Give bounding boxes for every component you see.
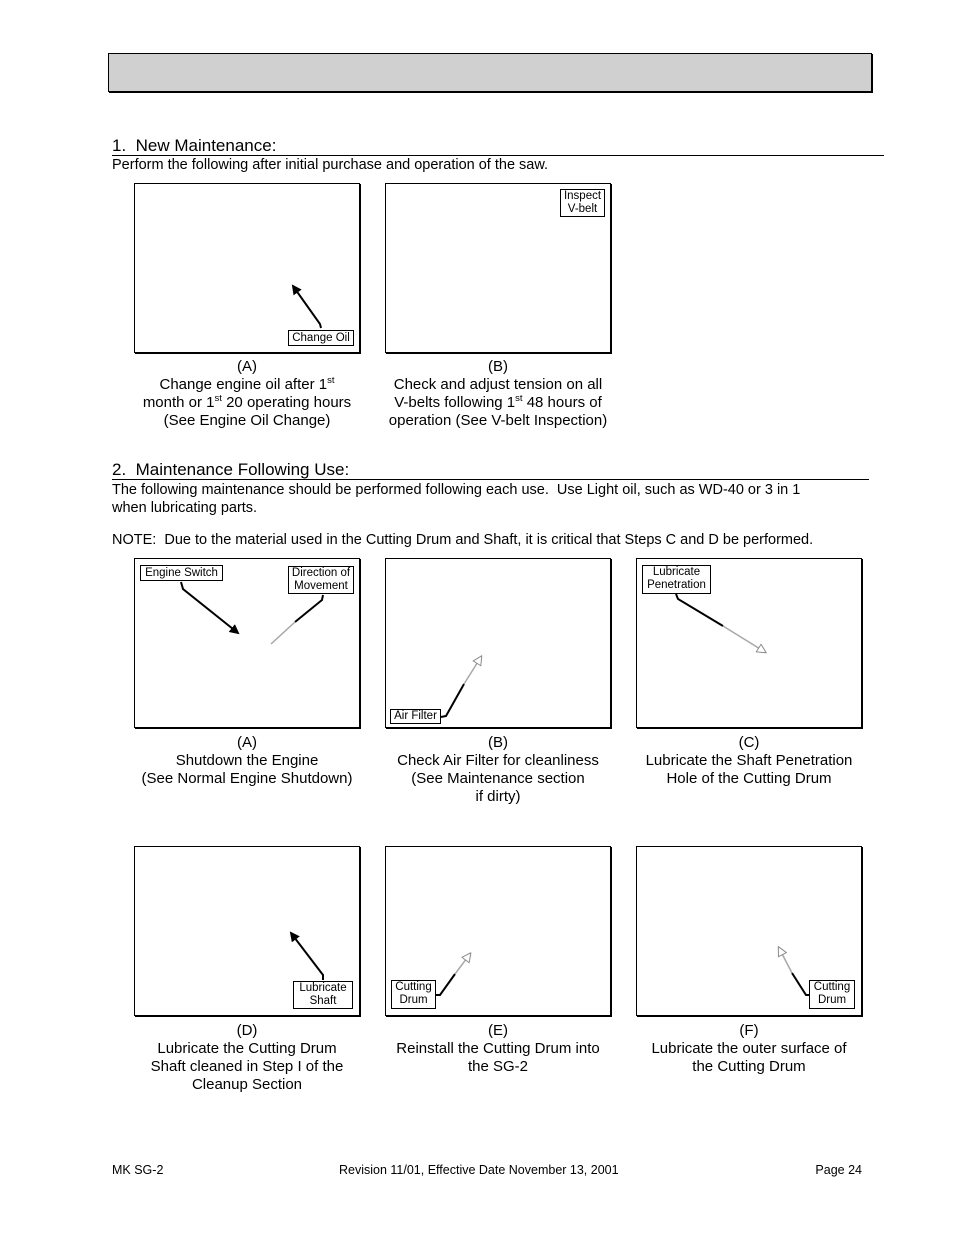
caption-line: Hole of the Cutting Drum — [666, 770, 832, 787]
caption-line — [385, 376, 611, 394]
caption-use-b — [385, 734, 611, 806]
caption-line — [134, 376, 360, 394]
ordinal-suffix: st — [515, 393, 523, 404]
caption-new-a — [134, 358, 360, 430]
callout-line: Shaft — [309, 995, 337, 1007]
callout-line: Lubricate — [299, 982, 347, 994]
photo-frame-use-b — [385, 558, 611, 728]
footer-doc-id: MK SG-2 — [112, 1163, 164, 1177]
caption-line: the SG-2 — [467, 1058, 529, 1075]
caption-line: Lubricate the Cutting Drum — [157, 1040, 337, 1057]
footer-page-number: Page 24 — [815, 1163, 862, 1177]
caption-use-f — [636, 1022, 862, 1076]
ordinal-suffix: st — [214, 393, 222, 404]
step-letter: (A) — [237, 734, 257, 751]
callout-change-oil — [288, 330, 354, 346]
caption-line: Shutdown the Engine — [175, 752, 319, 769]
callout-line: Penetration — [647, 579, 706, 591]
caption-line: Shaft cleaned in Step I of the — [150, 1058, 344, 1075]
callout-line: Lubricate — [652, 566, 701, 578]
section-intro-line: when lubricating parts. — [112, 500, 258, 516]
callout-direction-of-movement — [288, 566, 354, 594]
section-heading-maintenance-following-use: 2. Maintenance Following Use: — [112, 461, 869, 480]
caption-line — [385, 412, 611, 430]
caption-use-d — [134, 1022, 360, 1094]
caption-text: V-belts following 1 — [394, 394, 516, 411]
caption-line — [134, 394, 360, 412]
callout-engine-switch — [140, 565, 223, 581]
step-letter: (A) — [237, 358, 257, 375]
caption-use-a — [134, 734, 360, 788]
caption-text: Check and adjust tension on all — [393, 376, 603, 393]
caption-line: Lubricate the Shaft Penetration — [645, 752, 853, 769]
caption-line: (See Normal Engine Shutdown) — [141, 770, 353, 787]
caption-line: Check Air Filter for cleanliness — [397, 752, 599, 769]
caption-line: Cleanup Section — [191, 1076, 303, 1093]
callout-line: V-belt — [567, 203, 598, 215]
section-intro-new-maintenance: Perform the following after initial purchase and operation of the saw. — [112, 157, 549, 173]
callout-lubricate-shaft — [293, 981, 353, 1009]
caption-line: the Cutting Drum — [692, 1058, 806, 1075]
section-intro-line: The following maintenance should be performed following each use. Use Light oil, such as WD-40 or 3 in 1 — [112, 482, 801, 498]
step-letter: (C) — [738, 734, 760, 751]
callout-cutting-drum-e — [391, 980, 436, 1009]
step-letter: (D) — [236, 1022, 258, 1039]
callout-line: Change Oil — [292, 332, 350, 344]
callout-cutting-drum-f — [809, 980, 855, 1009]
caption-text: 20 operating hours — [221, 394, 352, 411]
caption-text: month or 1 — [142, 394, 215, 411]
note-text: NOTE: Due to the material used in the Cutting Drum and Shaft, it is critical that Steps C and D be performed. — [112, 532, 814, 548]
callout-line: Cutting — [395, 981, 432, 993]
caption-line: if dirty) — [475, 788, 521, 805]
ordinal-suffix: st — [327, 375, 335, 386]
photo-frame-new-a — [134, 183, 360, 353]
callout-lubricate-penetration — [642, 565, 711, 594]
caption-text: Change engine oil after 1 — [159, 376, 328, 393]
caption-text: (See Engine Oil Change) — [163, 412, 331, 429]
caption-line — [134, 412, 360, 430]
callout-line: Direction of — [291, 567, 351, 579]
step-letter: (F) — [739, 1022, 759, 1039]
callout-line: Movement — [294, 580, 348, 592]
callout-air-filter — [390, 709, 441, 724]
section-heading-new-maintenance: 1. New Maintenance: — [112, 137, 884, 156]
footer-revision: Revision 11/01, Effective Date November 13, 2001 — [339, 1163, 619, 1177]
caption-text: 48 hours of — [522, 394, 602, 411]
header-bar — [108, 53, 872, 92]
caption-use-c — [636, 734, 862, 788]
caption-line — [385, 394, 611, 412]
callout-line: Cutting — [813, 981, 851, 993]
step-letter: (E) — [488, 1022, 508, 1039]
caption-text: operation (See V-belt Inspection) — [388, 412, 608, 429]
callout-line: Drum — [399, 994, 428, 1006]
callout-line: Drum — [817, 994, 847, 1006]
callout-line: Engine Switch — [145, 567, 218, 579]
step-letter: (B) — [488, 734, 508, 751]
caption-use-e — [385, 1022, 611, 1076]
caption-new-b — [385, 358, 611, 430]
caption-line: (See Maintenance section — [411, 770, 585, 787]
callout-line: Air Filter — [394, 710, 437, 722]
caption-line: Lubricate the outer surface of — [651, 1040, 847, 1057]
step-letter: (B) — [488, 358, 508, 375]
callout-line: Inspect — [563, 190, 602, 202]
callout-inspect-v-belt — [560, 189, 605, 217]
caption-line: Reinstall the Cutting Drum into — [396, 1040, 600, 1057]
